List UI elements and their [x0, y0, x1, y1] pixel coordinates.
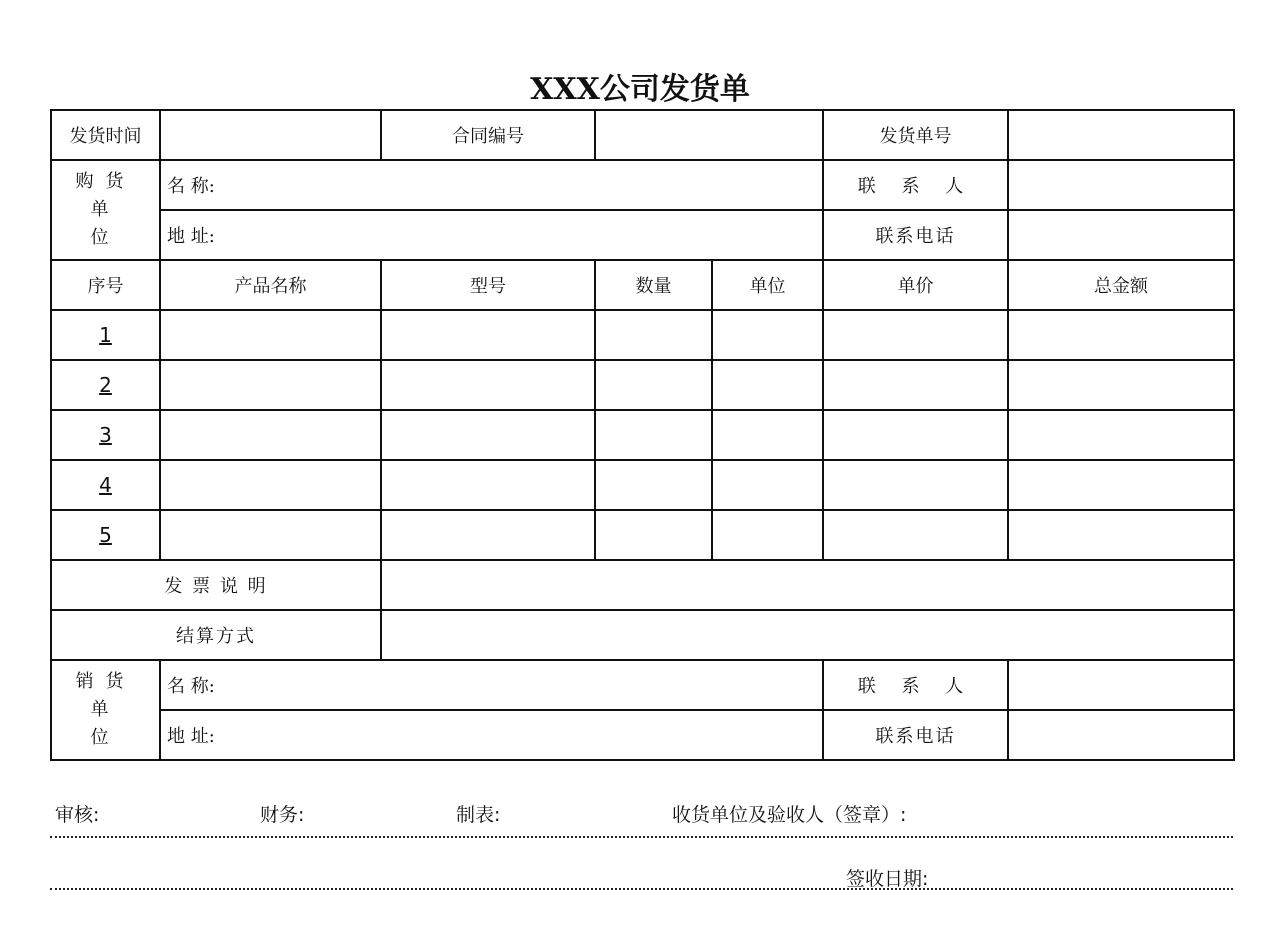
signature-dotted-line [50, 836, 1233, 838]
seller-address-row [51, 710, 1234, 760]
buyer-contact-field[interactable] [1008, 160, 1234, 210]
total-cell[interactable] [1008, 510, 1234, 560]
qty-cell[interactable] [595, 310, 712, 360]
unit-cell[interactable] [712, 310, 823, 360]
unit-cell[interactable] [712, 510, 823, 560]
date-dotted-line [50, 888, 1233, 890]
seller-phone-field[interactable] [1008, 710, 1234, 760]
product-cell[interactable] [160, 460, 381, 510]
unit-cell[interactable] [712, 460, 823, 510]
seller-name-label: 名 称: [167, 676, 215, 697]
settlement-row [51, 610, 1234, 660]
buyer-contact-label: 联 系 人 [823, 160, 1008, 210]
invoice-note-label: 发 票 说 明 [51, 560, 381, 610]
seq-number: 3 [99, 423, 112, 447]
price-cell[interactable] [823, 510, 1008, 560]
seller-group-label-line1: 销货 单 [75, 671, 136, 720]
buyer-group-label [51, 160, 160, 260]
table-row [51, 310, 1234, 360]
buyer-group-label-line2: 位 [90, 227, 121, 248]
col-header-price: 单价 [823, 260, 1008, 310]
seller-address-label: 地 址: [167, 726, 215, 747]
invoice-note-row [51, 560, 1234, 610]
header-row [51, 110, 1234, 160]
col-header-model: 型号 [381, 260, 595, 310]
product-cell[interactable] [160, 510, 381, 560]
unit-cell[interactable] [712, 410, 823, 460]
seller-name-field[interactable] [160, 660, 823, 710]
col-header-product: 产品名称 [160, 260, 381, 310]
row-seq [51, 310, 160, 360]
seq-number: 4 [99, 473, 112, 497]
buyer-address-field[interactable] [160, 210, 823, 260]
table-row [51, 510, 1234, 560]
settlement-field[interactable] [381, 610, 1234, 660]
model-cell[interactable] [381, 460, 595, 510]
total-cell[interactable] [1008, 460, 1234, 510]
contract-no-field[interactable] [595, 110, 823, 160]
page-title: XXX公司发货单 [530, 72, 750, 107]
buyer-address-label: 地 址: [167, 226, 215, 247]
seller-phone-label: 联系电话 [823, 710, 1008, 760]
price-cell[interactable] [823, 310, 1008, 360]
review-label: 审核: [55, 804, 100, 826]
table-row [51, 460, 1234, 510]
ship-no-field[interactable] [1008, 110, 1234, 160]
contract-no-label: 合同编号 [381, 110, 595, 160]
buyer-address-row [51, 210, 1234, 260]
product-cell[interactable] [160, 360, 381, 410]
buyer-phone-label: 联系电话 [823, 210, 1008, 260]
buyer-name-row [51, 160, 1234, 210]
model-cell[interactable] [381, 310, 595, 360]
unit-cell[interactable] [712, 360, 823, 410]
seller-address-field[interactable] [160, 710, 823, 760]
model-cell[interactable] [381, 360, 595, 410]
prepared-label: 制表: [456, 804, 501, 826]
qty-cell[interactable] [595, 510, 712, 560]
seq-number: 2 [99, 373, 112, 397]
invoice-note-field[interactable] [381, 560, 1234, 610]
model-cell[interactable] [381, 510, 595, 560]
model-cell[interactable] [381, 410, 595, 460]
seq-number: 5 [99, 523, 112, 547]
row-seq [51, 460, 160, 510]
items-header-row [51, 260, 1234, 310]
row-seq [51, 360, 160, 410]
total-cell[interactable] [1008, 410, 1234, 460]
buyer-name-field[interactable] [160, 160, 823, 210]
shipping-form-table [50, 109, 1235, 761]
sign-date-label: 签收日期: [846, 868, 929, 890]
ship-no-label: 发货单号 [823, 110, 1008, 160]
ship-time-label: 发货时间 [51, 110, 160, 160]
row-seq [51, 510, 160, 560]
qty-cell[interactable] [595, 410, 712, 460]
qty-cell[interactable] [595, 360, 712, 410]
seq-number: 1 [99, 323, 112, 347]
buyer-phone-field[interactable] [1008, 210, 1234, 260]
finance-label: 财务: [260, 804, 305, 826]
product-cell[interactable] [160, 410, 381, 460]
price-cell[interactable] [823, 460, 1008, 510]
price-cell[interactable] [823, 410, 1008, 460]
buyer-name-label: 名 称: [167, 176, 215, 197]
buyer-group-label-line1: 购货 单 [75, 171, 136, 220]
col-header-total: 总金额 [1008, 260, 1234, 310]
seller-name-row [51, 660, 1234, 710]
col-header-seq: 序号 [51, 260, 160, 310]
total-cell[interactable] [1008, 360, 1234, 410]
seller-contact-field[interactable] [1008, 660, 1234, 710]
col-header-unit: 单位 [712, 260, 823, 310]
receiver-signature-label: 收货单位及验收人（签章）: [672, 804, 907, 826]
product-cell[interactable] [160, 310, 381, 360]
ship-time-field[interactable] [160, 110, 381, 160]
row-seq [51, 410, 160, 460]
seller-contact-label: 联 系 人 [823, 660, 1008, 710]
table-row [51, 410, 1234, 460]
price-cell[interactable] [823, 360, 1008, 410]
total-cell[interactable] [1008, 310, 1234, 360]
table-row [51, 360, 1234, 410]
col-header-qty: 数量 [595, 260, 712, 310]
qty-cell[interactable] [595, 460, 712, 510]
seller-group-label [51, 660, 160, 760]
seller-group-label-line2: 位 [90, 727, 121, 748]
settlement-label: 结算方式 [51, 610, 381, 660]
